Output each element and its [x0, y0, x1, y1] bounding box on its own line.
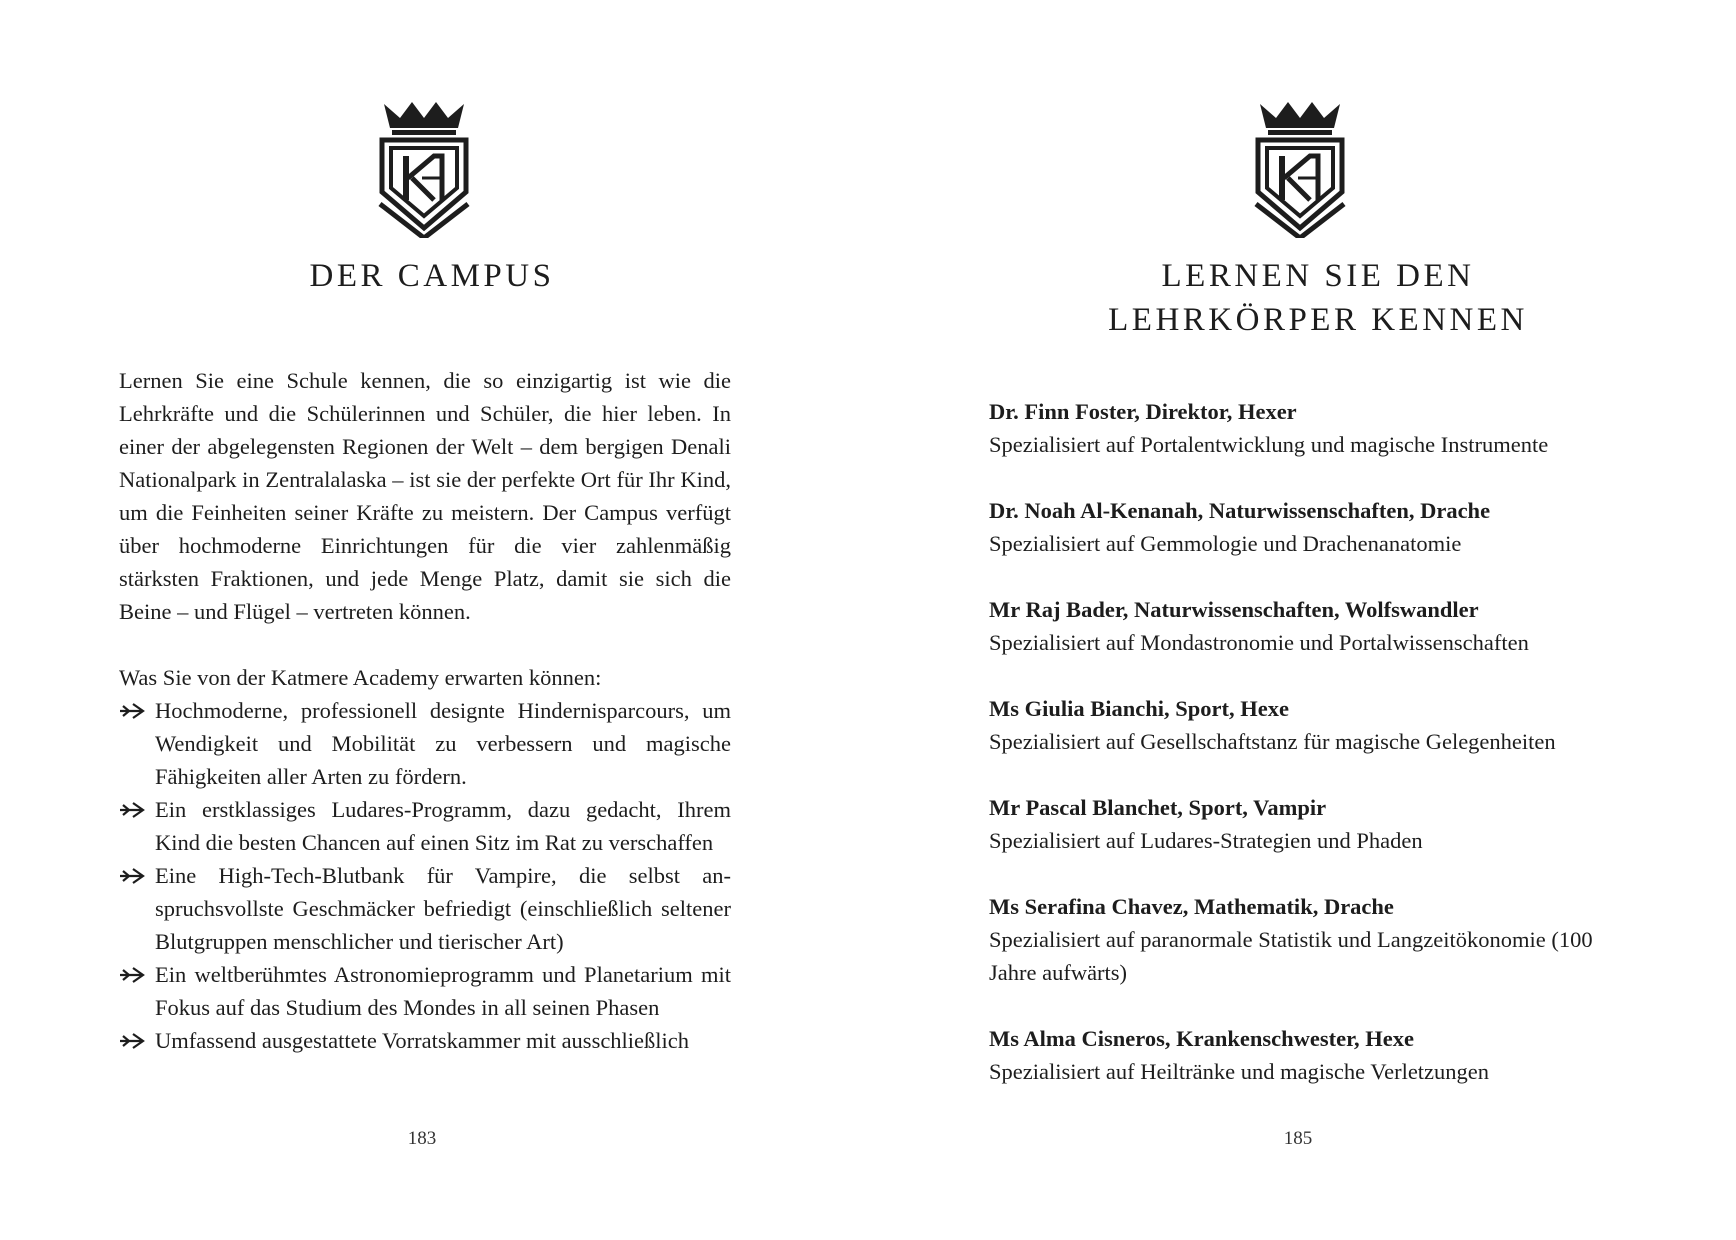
- intro-paragraph: Lernen Sie eine Schule kennen, die so einzigartig ist wie die Lehrkräfte und die Schülerinnen und Schüler, die hier leben. In einer der abgelegensten Regionen der Welt – dem bergigen Denali Nationalpark in Zentralalaska – ist sie der perfekte Ort für Ihr Kind, um die Feinheiten seiner Kräfte zu meistern. Der Campus verfügt über hochmoderne Einrichtungen für die vier zahlenmäßig stärksten Fraktionen, und jede Menge Platz, damit sie sich die Beine – und Flügel – vertreten können.: [119, 368, 731, 624]
- faculty-specialty: Spezialisiert auf Gemmologie und Drachenanatomie: [989, 531, 1462, 556]
- page-185: [868, 0, 1736, 1240]
- faculty-entry: [989, 692, 1629, 758]
- arrow-bullet-icon: [119, 703, 145, 719]
- faculty-name: Ms Serafina Chavez, Mathematik, Drache: [989, 894, 1394, 919]
- faculty-entry: [989, 791, 1629, 857]
- faculty-name: Dr. Noah Al-Kenanah, Naturwissenschaften, Drache: [989, 498, 1491, 523]
- heading-line-2: LEHRKÖRPER KENNEN: [1108, 302, 1528, 338]
- faculty-name: Ms Alma Cisneros, Krankenschwester, Hexe: [989, 1026, 1414, 1051]
- faculty-name: Ms Giulia Bianchi, Sport, Hexe: [989, 696, 1290, 721]
- list-item: Umfassend ausgestattete Vorratskammer mit ausschließlich: [119, 1024, 731, 1057]
- list-item: Ein erstklassiges Ludares-Programm, dazu gedacht, Ihrem Kind die besten Chancen auf einen Sitz im Rat zu verschaffen: [119, 793, 731, 859]
- faculty-entry: [989, 1022, 1629, 1088]
- faculty-specialty: Spezialisiert auf paranormale Statistik und Langzeitökonomie (100 Jahre aufwärts): [989, 927, 1593, 985]
- faculty-specialty: Spezialisiert auf Mondastronomie und Portalwissenschaften: [989, 630, 1529, 655]
- list-item: Eine High-Tech-Blutbank für Vampire, die selbst anspruchsvollste Geschmäcker befriedigt (einschließlich seltener Blutgruppen menschlicher und tierischer Art): [119, 859, 731, 958]
- faculty-list: [989, 395, 1629, 1121]
- katmere-crest-icon: [1254, 100, 1346, 238]
- faculty-entry: [989, 395, 1629, 461]
- arrow-bullet-icon: [119, 1033, 145, 1049]
- arrow-bullet-icon: [119, 868, 145, 884]
- page-number: 183: [407, 1128, 437, 1149]
- faculty-entry: [989, 494, 1629, 560]
- arrow-bullet-icon: [119, 967, 145, 983]
- faculty-specialty: Spezialisiert auf Gesellschaftstanz für magische Gelegenheiten: [989, 729, 1556, 754]
- arrow-bullet-icon: [119, 802, 145, 818]
- page-number: 185: [1283, 1128, 1313, 1149]
- page-title: [0, 254, 866, 298]
- faculty-entry: [989, 890, 1629, 989]
- page-title: [884, 254, 1736, 342]
- list-item: Hochmoderne, professionell designte Hindernisparcours, um Wendigkeit und Mobilität zu verbessern und magische Fähigkeiten aller Arten zu fördern.: [119, 694, 731, 793]
- faculty-specialty: Spezialisiert auf Portalentwicklung und magische Instrumente: [989, 432, 1549, 457]
- faculty-name: Mr Raj Bader, Naturwissenschaften, Wolfswandler: [989, 597, 1479, 622]
- list-item: Ein weltberühmtes Astronomieprogramm und Planetarium mit Fokus auf das Studium des Mondes in all seinen Phasen: [119, 958, 731, 1024]
- faculty-name: Mr Pascal Blanchet, Sport, Vampir: [989, 795, 1327, 820]
- faculty-entry: [989, 593, 1629, 659]
- campus-text: [119, 364, 731, 1057]
- list-intro: Was Sie von der Katmere Academy erwarten können:: [119, 665, 602, 690]
- katmere-crest-icon: [378, 100, 470, 238]
- feature-list: [119, 694, 731, 1057]
- heading-text: DER CAMPUS: [309, 258, 555, 294]
- faculty-specialty: Spezialisiert auf Ludares-Strategien und Phaden: [989, 828, 1423, 853]
- faculty-specialty: Spezialisiert auf Heiltränke und magische Verletzungen: [989, 1059, 1490, 1084]
- heading-line-1: LERNEN SIE DEN: [1161, 258, 1475, 294]
- faculty-name: Dr. Finn Foster, Direktor, Hexer: [989, 399, 1297, 424]
